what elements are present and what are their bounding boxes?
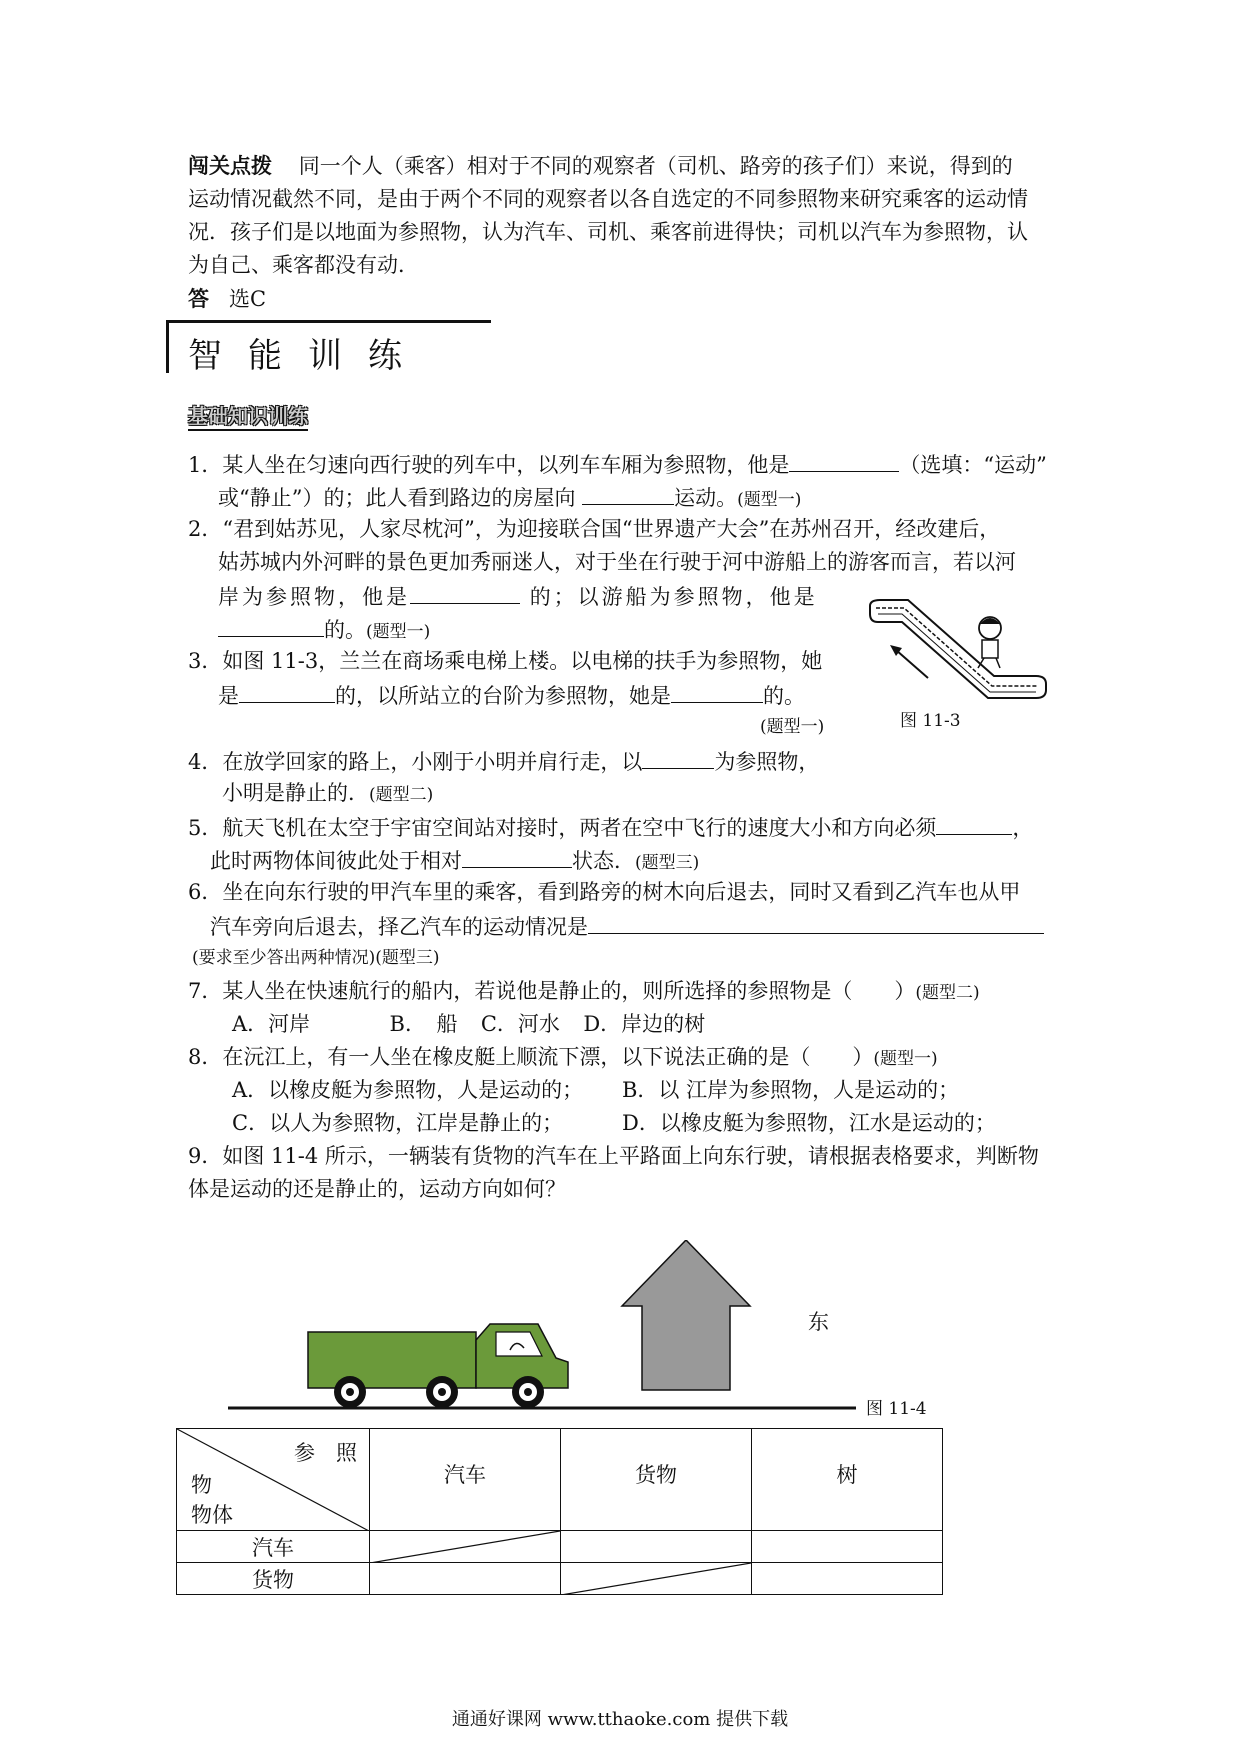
q8-line-1 xyxy=(188,1041,938,1076)
q8-option-a[interactable]: A．以橡皮艇为参照物，人是运动的； xyxy=(232,1078,584,1102)
q3-text-2a: 是 xyxy=(218,684,239,708)
wheel-1 xyxy=(334,1376,366,1408)
q6-tag: (题型三) xyxy=(375,948,440,968)
q7-line-1 xyxy=(188,975,980,1010)
q5-tag: (题型三) xyxy=(635,853,700,873)
cell-truck-cargo[interactable] xyxy=(561,1531,752,1563)
q1-text-1b: （选填：“运动” xyxy=(899,453,1047,477)
q8-option-d[interactable]: D．以橡皮艇为参照物，江水是运动的； xyxy=(622,1111,996,1135)
east-arrow xyxy=(622,1240,750,1390)
q9-line-1: 9．如图 11-4 所示，一辆装有货物的汽车在上平路面上向东行驶，请根据表格要求，判断物 xyxy=(188,1144,1039,1168)
q1-line-1 xyxy=(188,447,1047,482)
answer-text: 选C xyxy=(229,287,267,311)
q5-line-1 xyxy=(188,810,1033,845)
escalator-figure xyxy=(868,598,1060,708)
q2-line-1: 2．“君到姑苏见，人家尽枕河”，为迎接联合国“世界遗产大会”在苏州召开，经改建后， xyxy=(188,517,1001,541)
q4-text-1a: 4．在放学回家的路上，小刚于小明并肩行走，以 xyxy=(188,750,643,774)
q2-text-3b: 的；以游船为参照物，他是 xyxy=(529,585,818,609)
cell-cargo-cargo xyxy=(561,1563,752,1595)
q9-line-2: 体是运动的还是静止的，运动方向如何？ xyxy=(188,1177,566,1201)
q6-line-1: 6．坐在向东行驶的甲汽车里的乘客，看到路旁的树木向后退去，同时又看到乙汽车也从甲 xyxy=(188,880,1021,904)
header-ref: 参 照 xyxy=(294,1441,357,1465)
q2-blank-1[interactable] xyxy=(410,579,520,604)
q3-text-2c: 的。 xyxy=(763,684,805,708)
q5-text-1end: ， xyxy=(1012,816,1034,840)
hint-line-4: 为自己、乘客都没有动． xyxy=(188,253,419,277)
east-label: 东 xyxy=(808,1310,829,1334)
subsection-title: 基础知识训练 xyxy=(188,400,308,431)
q2-text-3a: 岸为参照物，他是 xyxy=(218,585,410,609)
q6-line-2 xyxy=(210,909,1044,944)
q1-line-2 xyxy=(218,480,801,517)
q6-text-3: (要求至少答出两种情况) xyxy=(192,948,376,968)
table-row xyxy=(177,1563,943,1595)
q6-blank-1[interactable] xyxy=(588,909,1044,934)
q4-text-1b: 为参照物， xyxy=(714,750,820,774)
col-header-tree: 树 xyxy=(752,1429,943,1531)
q7-option-b[interactable]: B． 船 xyxy=(389,1012,458,1036)
table-row xyxy=(177,1531,943,1563)
q1-text-2b: 运动。 xyxy=(674,486,738,510)
cell-truck-truck xyxy=(370,1531,561,1563)
header-wu: 物 xyxy=(191,1473,212,1497)
q7-text-1: 7．某人坐在快速航行的船内，若说他是静止的，则所选择的参照物是（ ） xyxy=(188,979,916,1003)
hint-line-3: 况．孩子们是以地面为参照物，认为汽车、司机、乘客前进得快；司机以汽车为参照物，认 xyxy=(188,220,1028,244)
q5-blank-1[interactable] xyxy=(936,810,1012,835)
q4-text-2: 小明是静止的． xyxy=(222,781,369,805)
section-title: 智能训练 xyxy=(188,336,428,376)
answer-table xyxy=(176,1428,943,1595)
q8-text-1: 8．在沅江上，有一人坐在橡皮艇上顺流下漂，以下说法正确的是（ ） xyxy=(188,1045,874,1069)
fig-11-4-caption: 图 11-4 xyxy=(866,1399,927,1419)
col-header-truck: 汽车 xyxy=(370,1429,561,1531)
hint-label: 闯关点拨 xyxy=(188,154,272,178)
q3-text-2b: 的，以所站立的台阶为参照物，她是 xyxy=(335,684,671,708)
q3-line-2 xyxy=(218,678,805,713)
q3-line-1: 3．如图 11-3，兰兰在商场乘电梯上楼。以电梯的扶手为参照物，她 xyxy=(188,649,823,673)
q2-line-2: 姑苏城内外河畔的景色更加秀丽迷人，对于坐在行驶于河中游船上的游客而言，若以河 xyxy=(218,550,1016,574)
row-header-truck: 汽车 xyxy=(177,1531,370,1563)
q3-blank-1[interactable] xyxy=(239,678,335,703)
hint-line-1 xyxy=(188,150,1013,183)
q1-text-2a: 或“静止”）的；此人看到路边的房屋向 xyxy=(218,486,576,510)
q1-text-1a: 1．某人坐在匀速向西行驶的列车中，以列车车厢为参照物，他是 xyxy=(188,453,790,477)
q7-options xyxy=(232,1008,705,1041)
q5-text-1: 5．航天飞机在太空于宇宙空间站对接时，两者在空中飞行的速度大小和方向必须 xyxy=(188,816,937,840)
answer-line xyxy=(188,283,266,316)
row-header-cargo: 货物 xyxy=(177,1563,370,1595)
q7-option-a[interactable]: A．河岸 xyxy=(232,1012,311,1036)
cell-cargo-truck[interactable] xyxy=(370,1563,561,1595)
q2-tag: (题型一) xyxy=(366,622,431,642)
q1-tag: (题型一) xyxy=(737,490,802,510)
answer-label: 答 xyxy=(188,287,209,311)
q5-blank-2[interactable] xyxy=(462,843,572,868)
q4-tag: (题型二) xyxy=(369,785,434,805)
q5-text-2a: 此时两物体间彼此处于相对 xyxy=(210,849,462,873)
q6-text-2: 汽车旁向后退去，择乙汽车的运动情况是 xyxy=(210,915,588,939)
wheel-3 xyxy=(512,1376,544,1408)
q8-option-b[interactable]: B．以 江岸为参照物，人是运动的； xyxy=(622,1078,960,1102)
truck-figure xyxy=(220,1240,940,1420)
table-corner-cell xyxy=(177,1429,370,1531)
q2-line-3 xyxy=(218,579,818,614)
hint-text-1: 同一个人（乘客）相对于不同的观察者（司机、路旁的孩子们）来说，得到的 xyxy=(298,154,1013,178)
q4-line-2 xyxy=(222,777,433,812)
q5-line-2 xyxy=(210,843,699,880)
q4-line-1 xyxy=(188,744,819,779)
q8-option-c[interactable]: C．以人为参照物，江岸是静止的； xyxy=(232,1111,564,1135)
wheel-2 xyxy=(426,1376,458,1408)
q2-line-4 xyxy=(218,612,430,649)
cell-truck-tree[interactable] xyxy=(752,1531,943,1563)
q7-tag: (题型二) xyxy=(915,983,980,1003)
header-obj: 物体 xyxy=(191,1503,233,1527)
q5-text-2b: 状态． xyxy=(572,849,635,873)
q2-text-4: 的。 xyxy=(324,618,366,642)
table-header-row xyxy=(177,1429,943,1531)
q4-blank-1[interactable] xyxy=(642,744,714,769)
q1-blank-1[interactable] xyxy=(789,447,899,472)
fig-11-3-caption: 图 11-3 xyxy=(900,711,961,731)
q2-blank-2[interactable] xyxy=(218,612,324,637)
q3-blank-2[interactable] xyxy=(671,678,763,703)
q1-blank-2[interactable] xyxy=(582,480,674,505)
cell-cargo-tree[interactable] xyxy=(752,1563,943,1595)
footer-text: 通通好课网 www.tthaoke.com 提供下载 xyxy=(451,1709,789,1730)
q8-tag: (题型一) xyxy=(873,1049,938,1069)
q3-tag: (题型一) xyxy=(760,717,825,737)
q6-line-3 xyxy=(192,942,440,975)
hint-line-2: 运动情况截然不同，是由于两个不同的观察者以各自选定的不同参照物来研究乘客的运动情 xyxy=(188,187,1028,211)
q7-option-c[interactable]: C．河水 xyxy=(480,1012,560,1036)
col-header-cargo: 货物 xyxy=(561,1429,752,1531)
q7-option-d[interactable]: D．岸边的树 xyxy=(583,1012,706,1036)
